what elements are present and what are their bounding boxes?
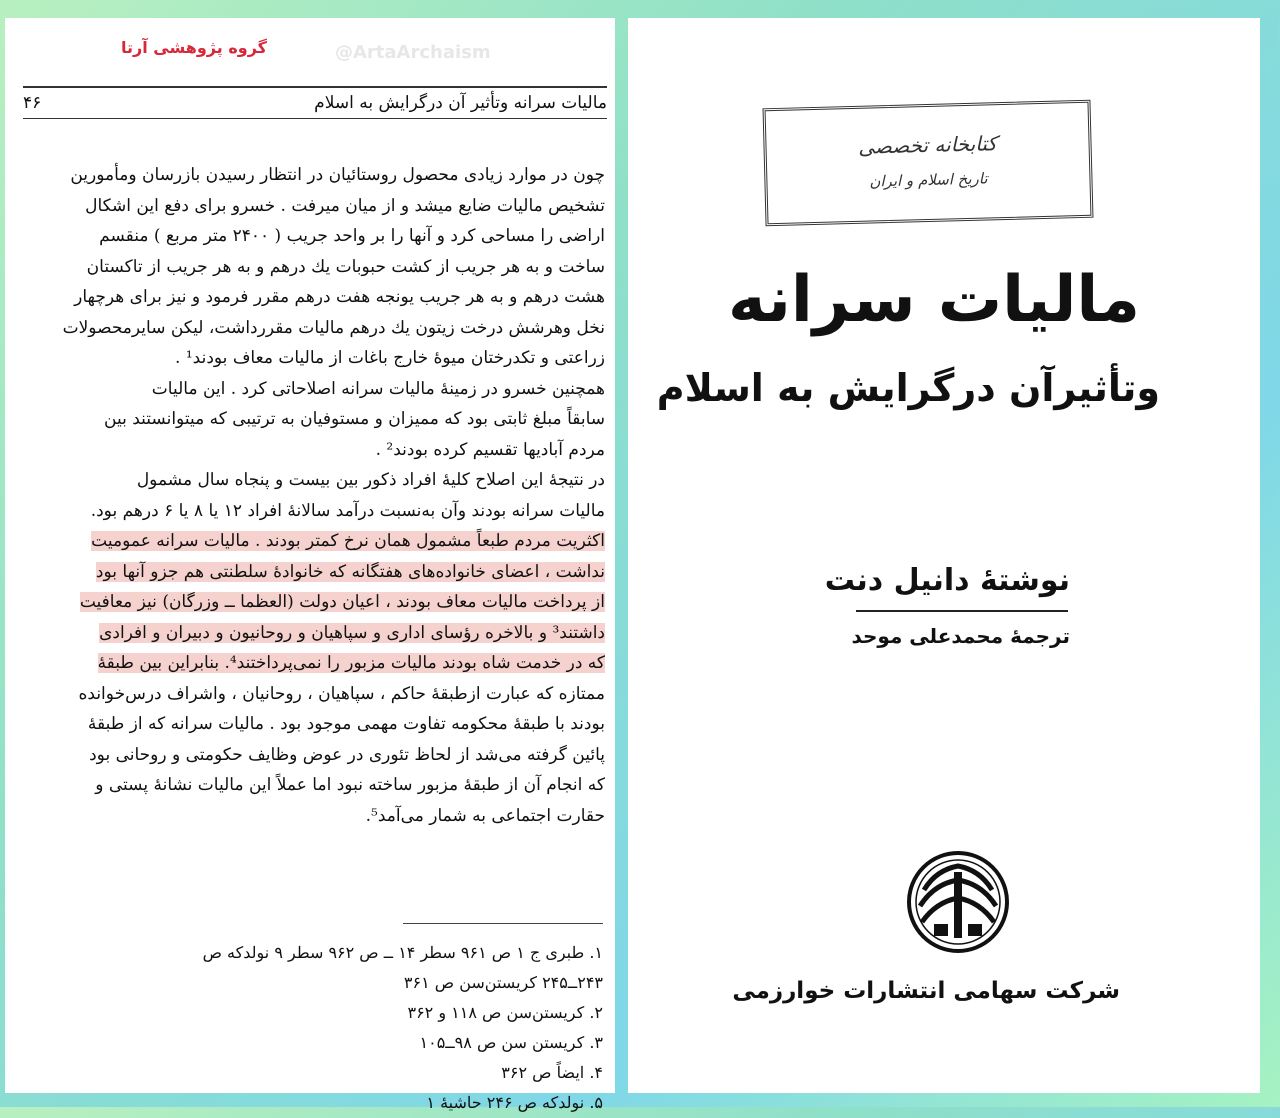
body-line-text: از پرداخت مالیات معاف بودند ، اعیان دولت (العظما ــ وزرگان) نیز معافیت (79, 592, 605, 612)
body-line-text: اکثریت مردم طبعاً مشمول همان نرخ کمتر بودند . مالیات سرانه عمومیت (91, 531, 605, 551)
body-line-text: زراعتی و تكدرختان میوهٔ خارج باغات از مالیات معاف بودند¹ . (175, 348, 605, 368)
body-line (25, 465, 605, 496)
body-line (25, 770, 605, 801)
body-line (25, 374, 605, 405)
footnote: ۴. ایضاً ص ۳۶۲ (501, 1063, 603, 1082)
group-label: گروه پژوهشی آرتا (121, 38, 267, 57)
footnote: ۱. طبری ج ۱ ص ۹۶۱ سطر ۱۴ ــ ص ۹۶۲ سطر ۹ نولدکه ص (202, 943, 603, 962)
running-title: مالیات سرانه وتأثیر آن درگرایش به اسلام (314, 93, 607, 113)
body-line (25, 648, 605, 679)
body-line (25, 282, 605, 313)
body-line (25, 221, 605, 252)
body-line (25, 404, 605, 435)
body-line-text: تشخیص مالیات ضایع میشد و از میان میرفت . خسرو برای دفع این اشکال (85, 195, 605, 216)
page-number: ۴۶ (23, 93, 42, 113)
body-line (25, 801, 605, 832)
body-line-text: نخل وهرشش درخت زیتون یك درهم مالیات مقررداشت، لیکن سایرمحصولات (62, 317, 605, 338)
body-text (25, 160, 605, 831)
publisher-logo-icon (906, 850, 1010, 954)
footnote: ۵. نولدکه ص ۲۴۶ حاشیهٔ ۱ (426, 1093, 603, 1112)
translator: ترجمهٔ محمدعلی موحد (851, 624, 1070, 648)
author: نوشتهٔ دانیل دنت (824, 563, 1070, 598)
body-line (25, 740, 605, 771)
body-line-text: همچنین خسرو در زمینهٔ مالیات سرانه اصلاحاتی کرد . این مالیات (151, 378, 605, 399)
body-line (25, 313, 605, 344)
body-line-text: که انجام آن از طبقهٔ مزبور ساخته نبود اما عملاً این مالیات نشانهٔ پستی و (95, 775, 605, 795)
author-divider (856, 610, 1068, 612)
body-line (25, 709, 605, 740)
body-line (25, 343, 605, 374)
body-line (25, 618, 605, 649)
footnote: ۲. کریستن‌سن ص ۱۱۸ و ۳۶۲ (407, 1003, 603, 1022)
body-line-text: مردم آبادیها تقسیم کرده بودند² . (375, 439, 605, 460)
library-stamp (763, 100, 1094, 227)
body-line-text: بودند با طبقهٔ محکومه تفاوت مهمی موجود بود . مالیات سرانه که از طبقهٔ (87, 714, 605, 734)
page-header (23, 86, 607, 119)
body-line (25, 679, 605, 710)
body-line (25, 496, 605, 527)
left-page-scan (5, 18, 615, 1112)
body-line (25, 526, 605, 557)
body-line-text: که در خدمت شاه بودند مالیات مزبور را نمی‌پرداختند⁴. بنابراین بین طبقهٔ (97, 653, 605, 673)
body-line-text: مالیات سرانه بودند وآن به‌نسبت درآمد سالانهٔ افراد ۱۲ یا ۸ یا ۶ درهم بود. (90, 500, 605, 521)
body-line-text: هشت درهم و به هر جریب یونجه هفت درهم مقرر فرمود و نیز برای هرچهار (74, 287, 605, 307)
watermark: @ArtaArchaism (335, 42, 491, 63)
footnotes (23, 938, 603, 1118)
body-line (25, 587, 605, 618)
body-line (25, 191, 605, 222)
body-line-text: اراضی را مساحی کرد و آنها را بر واحد جریب ( ۲۴۰۰ متر مربع ) منقسم (99, 226, 605, 246)
body-line-text: ساخت و به هر جریب از کشت حبوبات یك درهم و به هر جریب از تاکستان (86, 256, 605, 277)
footnote: ۲۴۳ــ۲۴۵ کریستن‌سن ص ۳۶۱ (403, 973, 603, 992)
body-line-text: ممتازه که عبارت ازطبقهٔ حاکم ، سپاهیان ، روحانیان ، واشراف درس‌خوانده (78, 683, 605, 704)
book-subtitle: وتأثیرآن درگرایش به اسلام (656, 366, 1160, 410)
body-line-text: در نتیجهٔ این اصلاح کلیهٔ افراد ذکور بین بیست و پنجاه سال مشمول (136, 470, 605, 490)
body-line-text: حقارت اجتماعی به شمار می‌آمد⁵. (365, 805, 605, 826)
body-line (25, 160, 605, 191)
body-line (25, 557, 605, 588)
body-line-text: سابقاً مبلغ ثابتی بود که ممیزان و مستوفیان به ترتیبی که میتوانستند بین (104, 409, 605, 429)
stamp-line-1: کتابخانه تخصصی (857, 131, 998, 159)
footnote-divider (403, 923, 603, 924)
body-line-text: چون در موارد زیادی محصول روستائیان در انتظار رسیدن بازرسان ومأمورین (70, 165, 605, 185)
stamp-line-2: تاریخ اسلام و ایران (869, 169, 988, 191)
body-line-text: پائین گرفته می‌شد از لحاظ تئوری در عوض وظایف حکومتی و روحانی بود (89, 744, 605, 765)
publisher-name: شرکت سهامی انتشارات خوارزمی (732, 978, 1120, 1004)
body-line (25, 435, 605, 466)
book-title: مالیات سرانه (728, 263, 1140, 337)
body-line-text: نداشت ، اعضای خانواده‌های هفتگانه که خانوادهٔ سلطنتی هم جزو آنها بود (95, 561, 605, 582)
footnote: ۳. کریستن سن ص ۹۸ــ۱۰۵ (419, 1033, 603, 1052)
body-line-text: داشتند³ و بالاخره رؤسای اداری و سپاهیان و روحانیون و دبیران و افرادی (99, 622, 605, 643)
body-line (25, 252, 605, 283)
book-cover-scan (628, 18, 1260, 1093)
